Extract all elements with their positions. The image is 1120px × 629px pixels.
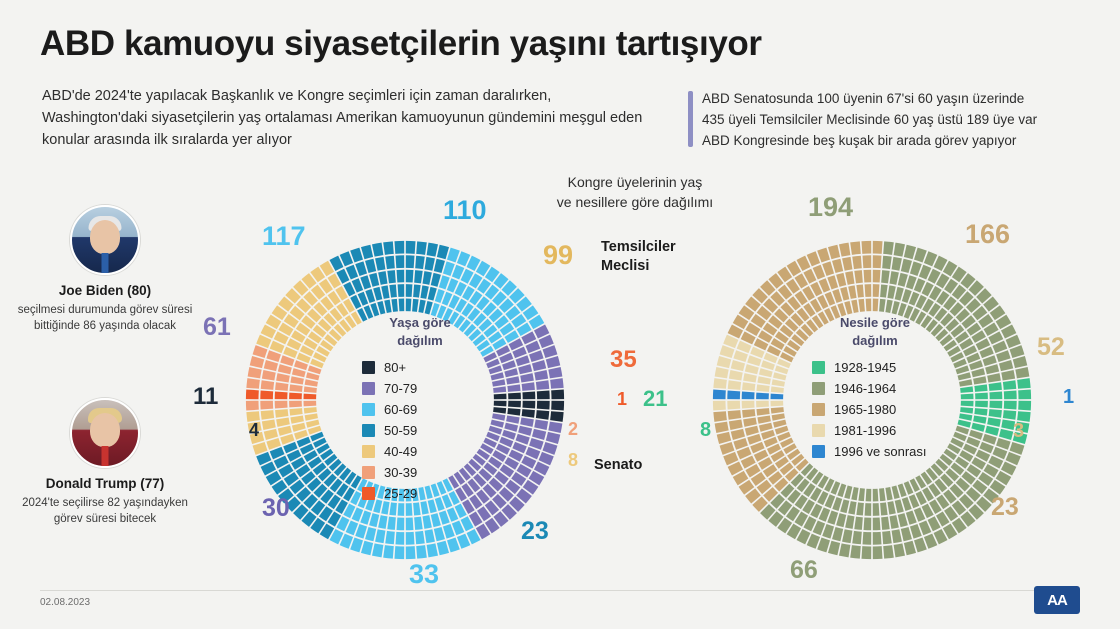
person-description: seçilmesi durumunda görev süresi bittiğinde 86 yaşında olacak <box>17 304 193 332</box>
biden-avatar <box>70 205 140 275</box>
value-label-35: 35 <box>610 346 637 373</box>
generation-legend <box>812 360 927 465</box>
legend-item <box>362 360 417 375</box>
value-label-21: 21 <box>643 386 668 411</box>
value-label-61: 61 <box>203 313 231 341</box>
legend-label: 1981-1996 <box>834 423 897 438</box>
legend-label: 60-69 <box>384 402 418 417</box>
legend-swatch-60-69 <box>362 403 375 416</box>
value-label-66: 66 <box>790 556 818 584</box>
value-label-30: 30 <box>262 494 290 522</box>
value-label-194: 194 <box>808 192 854 222</box>
legend-swatch-1928-1945 <box>812 361 825 374</box>
factbox-line-1: ABD Senatosunda 100 üyenin 67'si 60 yaşın üzerinde <box>702 91 1025 106</box>
legend-item <box>362 381 417 396</box>
factbox <box>688 88 1102 151</box>
factbox-line-3: ABD Kongresinde beş kuşak bir arada görev yapıyor <box>702 133 1017 148</box>
legend-item <box>362 423 417 438</box>
legend-item <box>812 423 927 438</box>
generation-legend-title <box>805 314 945 350</box>
legend-swatch-1965-1980 <box>812 403 825 416</box>
legend-item <box>812 381 927 396</box>
page-title: ABD kamuoyu siyasetçilerin yaşını tartışıyor <box>40 24 762 63</box>
legend-item <box>362 444 417 459</box>
legend-swatch-40-49 <box>362 445 375 458</box>
value-label-117: 117 <box>262 221 306 251</box>
age-legend-title-line-1: Yaşa göre <box>389 315 451 330</box>
legend-swatch-1981-1996 <box>812 424 825 437</box>
factbox-line-2: 435 üyeli Temsilciler Meclisinde 60 yaş üstü 189 üye var <box>702 112 1038 127</box>
legend-label: 30-39 <box>384 465 418 480</box>
value-label-8: 8 <box>700 419 712 441</box>
footer-divider <box>40 590 1080 591</box>
value-label-110: 110 <box>443 195 487 225</box>
legend-item <box>812 402 927 417</box>
legend-label: 40-49 <box>384 444 418 459</box>
legend-swatch-1946-1964 <box>812 382 825 395</box>
legend-swatch-50-59 <box>362 424 375 437</box>
legend-swatch-25-29 <box>362 487 375 500</box>
value-label-23: 23 <box>521 517 549 545</box>
chamber-label-house: Temsilciler Meclisi <box>601 239 676 274</box>
value-label-52: 52 <box>1037 333 1065 361</box>
age-legend <box>362 360 417 507</box>
age-legend-title <box>355 314 485 350</box>
value-label-2: 2 <box>568 419 579 439</box>
trump-avatar <box>70 398 140 468</box>
date-stamp: 02.08.2023 <box>40 597 91 608</box>
legend-item <box>362 465 417 480</box>
chart-caption-line-2: ve nesillere göre dağılımı <box>556 194 714 210</box>
legend-swatch-30-39 <box>362 466 375 479</box>
value-label-1: 1 <box>1063 386 1075 408</box>
legend-swatch-1996-sonrasi <box>812 445 825 458</box>
legend-label: 80+ <box>384 360 407 375</box>
value-label-11: 11 <box>193 383 219 410</box>
value-label-33: 33 <box>409 559 440 589</box>
value-label-99: 99 <box>543 240 574 270</box>
chamber-label-senate: Senato <box>594 457 643 473</box>
value-label-166: 166 <box>965 219 1011 249</box>
legend-item <box>362 486 417 501</box>
age-legend-title-line-2: dağılım <box>397 333 443 348</box>
person-name: Joe Biden (80) <box>58 283 152 298</box>
legend-label: 1928-1945 <box>834 360 897 375</box>
legend-label: 1946-1964 <box>834 381 897 396</box>
legend-item <box>812 360 927 375</box>
person-card-trump <box>10 398 200 527</box>
value-label-4: 4 <box>249 420 260 440</box>
value-label-1: 1 <box>617 389 628 409</box>
value-label-8: 8 <box>568 450 579 470</box>
subtitle-text: ABD'de 2024'te yapılacak Başkanlık ve Kongre seçimleri için zaman daralırken, Washington'daki siyasetçilerin yaş ortalaması Amerikan kamuoyunun gündemini meşgul eden konular arasında ilk sıralarda yer alıyor <box>42 88 643 148</box>
chart-caption-line-1: Kongre üyelerinin yaş <box>567 174 703 190</box>
legend-item <box>812 444 927 459</box>
person-description: 2024'te seçilirse 82 yaşındayken görev süresi bitecek <box>22 497 188 525</box>
legend-label: 50-59 <box>384 423 418 438</box>
legend-label: 1965-1980 <box>834 402 897 417</box>
legend-swatch-80plus <box>362 361 375 374</box>
person-card-biden <box>10 205 200 334</box>
legend-swatch-70-79 <box>362 382 375 395</box>
legend-label: 25-29 <box>384 486 418 501</box>
value-label-3: 3 <box>1013 420 1025 442</box>
aa-logo: AA <box>1034 586 1080 614</box>
gen-legend-title-line-1: Nesile göre <box>839 315 911 330</box>
legend-label: 70-79 <box>384 381 418 396</box>
person-name: Donald Trump (77) <box>45 476 165 491</box>
value-label-23: 23 <box>991 493 1019 521</box>
legend-item <box>362 402 417 417</box>
legend-label: 1996 ve sonrası <box>834 444 927 459</box>
gen-legend-title-line-2: dağılım <box>852 333 898 348</box>
